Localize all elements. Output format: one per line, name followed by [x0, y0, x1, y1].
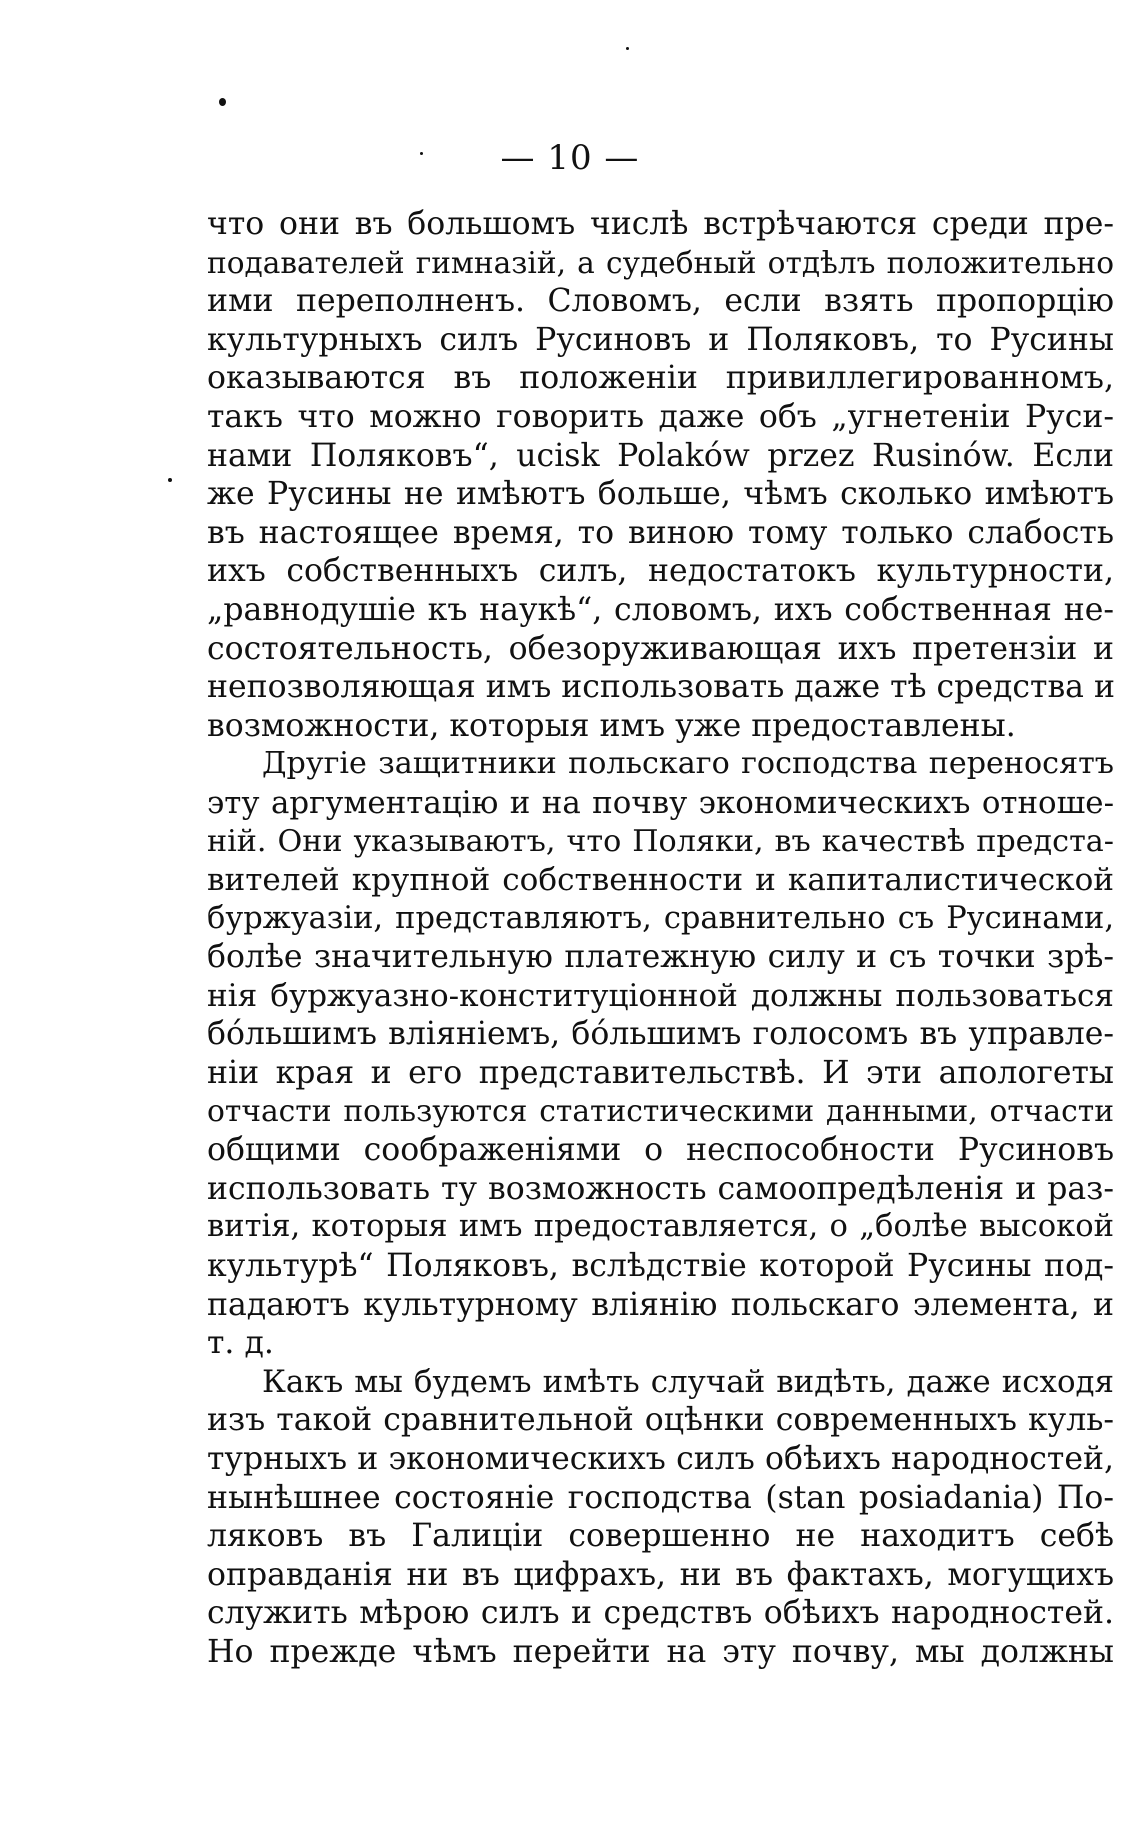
text-line: ляковъ въ Галиціи совершенно не находитъ себѣ [207, 1518, 1114, 1555]
paragraph-first-line: Какъ мы будемъ имѣть случай видѣть, даже исходя [262, 1363, 1114, 1400]
text-line: эту аргументацію и на почву экономическихъ отноше- [207, 784, 1114, 821]
text-line: состоятельность, обезоруживающая ихъ претензіи и [207, 630, 1114, 667]
ink-speck [168, 478, 172, 482]
text-line: Но прежде чѣмъ перейти на эту почву, мы должны [207, 1633, 1114, 1670]
ink-speck [219, 98, 226, 106]
text-line: болѣе значительную платежную силу и съ точки зрѣ- [207, 939, 1114, 976]
page-number-header: — 10 — [500, 138, 640, 178]
text-line: падаютъ культурному вліянію польскаго элемента, и [207, 1286, 1114, 1323]
text-line: оказываются въ положеніи привиллегированномъ, [207, 360, 1114, 397]
text-line: „равнодушіе къ наукѣ“, словомъ, ихъ собственная не- [207, 591, 1114, 628]
text-line: ній. Они указываютъ, что Поляки, въ качествѣ предста- [207, 823, 1114, 859]
text-line: витія, которыя имъ предоставляется, о „болѣе высокой [207, 1209, 1114, 1245]
text-line: нынѣшнее состояніе господства (stan posiadania) По- [207, 1479, 1114, 1516]
text-line: нами Поляковъ“, ucisk Polaków przez Rusinów. Если [207, 437, 1114, 474]
text-line: ихъ собственныхъ силъ, недостатокъ культурности, [207, 553, 1114, 590]
text-line: турныхъ и экономическихъ силъ обѣихъ народностей, [207, 1441, 1114, 1477]
text-line: что они въ большомъ числѣ встрѣчаются среди пре- [207, 206, 1114, 242]
text-line: т. д. [207, 1325, 274, 1362]
text-line: общими соображеніями о неспособности Русиновъ [207, 1132, 1114, 1169]
text-line: использовать ту возможность самоопредѣленія и раз- [207, 1170, 1114, 1207]
paragraph-first-line: Другіе защитники польскаго господства переносятъ [262, 746, 1114, 782]
body-text [207, 205, 1114, 1672]
text-line: такъ что можно говорить даже объ „угнетеніи Руси- [207, 398, 1114, 435]
text-line: оправданія ни въ цифрахъ, ни въ фактахъ, могущихъ [207, 1556, 1114, 1593]
text-line: непозволяющая имъ использовать даже тѣ средства и [207, 669, 1115, 706]
text-line: отчасти пользуются статистическими данными, отчасти [207, 1093, 1114, 1129]
text-line: подавателей гимназій, а судебный отдѣлъ положительно [207, 245, 1114, 280]
text-line: нія буржуазно-конституціонной должны пользоваться [207, 977, 1114, 1014]
text-line: бóльшимъ вліяніемъ, бóльшимъ голосомъ въ управле- [207, 1016, 1114, 1053]
text-line: служить мѣрою силъ и средствъ обѣихъ народностей. [207, 1595, 1114, 1632]
text-line: возможности, которыя имъ уже предоставлены. [207, 707, 1016, 744]
text-line: ніи края и его представительствѣ. И эти апологеты [207, 1055, 1114, 1092]
text-line: изъ такой сравнительной оцѣнки современныхъ куль- [207, 1402, 1114, 1439]
text-line: въ настоящее время, то виною тому только слабость [207, 514, 1114, 551]
text-line: культурныхъ силъ Русиновъ и Поляковъ, то Русины [207, 321, 1114, 358]
text-line: культурѣ“ Поляковъ, вслѣдствіе которой Русины под- [207, 1248, 1114, 1285]
ink-speck [626, 47, 629, 50]
text-line: вителей крупной собственности и капиталистической [207, 862, 1114, 899]
text-line: буржуазіи, представляютъ, сравнительно съ Русинами, [207, 900, 1114, 936]
text-line: же Русины не имѣютъ больше, чѣмъ сколько имѣютъ [207, 476, 1114, 513]
text-line: ими переполненъ. Словомъ, если взять пропорцію [207, 283, 1114, 320]
